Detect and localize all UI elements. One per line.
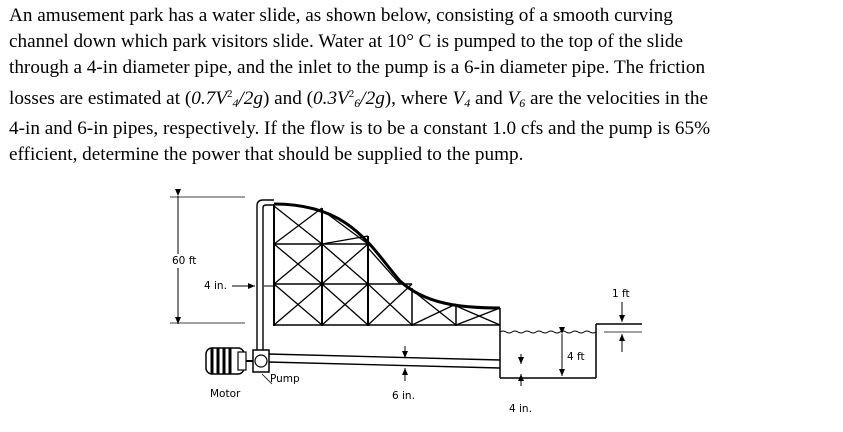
- problem-line-5: 4-in and 6-in pipes, respectively. If the flow is to be a constant 1.0 cfs and the pump is 65%: [9, 118, 711, 139]
- loss4-denominator: /2g: [238, 88, 263, 109]
- loss4-expression: [191, 88, 263, 109]
- problem-line-2: channel down which park visitors slide. Water at 10° C is pumped to the top of the slide: [9, 31, 684, 52]
- loss6-superscript: 2: [348, 88, 355, 100]
- v4-symbol: [452, 88, 470, 109]
- problem-statement: [9, 3, 837, 168]
- motor: [206, 348, 253, 374]
- loss4-numerator: 0.7V: [191, 88, 227, 109]
- loss4-subscript: 4: [232, 96, 239, 110]
- pipe6-label: 6 in.: [392, 390, 415, 402]
- vertical-pipe: [257, 200, 274, 354]
- line4-and: and: [470, 88, 508, 109]
- line4-pre: losses are estimated at (: [9, 88, 192, 109]
- v4-subscript: 4: [464, 96, 471, 110]
- v6-symbol: [508, 88, 526, 109]
- loss6-numerator: 0.3V: [313, 88, 349, 109]
- loss6-expression: [313, 88, 385, 109]
- line4-mid: ) and (: [262, 88, 314, 109]
- pipe4-top-label: 4 in.: [204, 280, 227, 292]
- slide-truss: [274, 204, 500, 326]
- freeboard-label: 1 ft: [612, 288, 630, 300]
- inlet-pipe: [268, 354, 500, 368]
- water-slide-figure: [160, 186, 660, 426]
- problem-line-1: An amusement park has a water slide, as shown below, consisting of a smooth curving: [9, 5, 673, 26]
- loss4-superscript: 2: [226, 88, 233, 100]
- loss6-denominator: /2g: [360, 88, 385, 109]
- pipe4-bottom-label: 4 in.: [509, 403, 532, 415]
- v6-letter: V: [507, 88, 520, 109]
- problem-line-3: through a 4-in diameter pipe, and the inlet to the pump is a 6-in diameter pipe. The friction: [9, 57, 706, 78]
- loss6-subscript: 6: [354, 96, 361, 110]
- pump: [253, 350, 269, 372]
- problem-line-4: [9, 81, 837, 116]
- v6-subscript: 6: [519, 96, 526, 110]
- v4-letter: V: [452, 88, 465, 109]
- height-label: 60 ft: [172, 255, 197, 267]
- motor-label: Motor: [210, 388, 241, 400]
- problem-line-6: efficient, determine the power that should be supplied to the pump.: [9, 144, 524, 165]
- line4-mid2: ), where: [384, 88, 453, 109]
- pump-label: Pump: [270, 373, 300, 385]
- line4-post: are the velocities in the: [525, 88, 708, 109]
- pool-depth-label: 4 ft: [567, 351, 585, 363]
- water-slide-diagram: [160, 186, 660, 426]
